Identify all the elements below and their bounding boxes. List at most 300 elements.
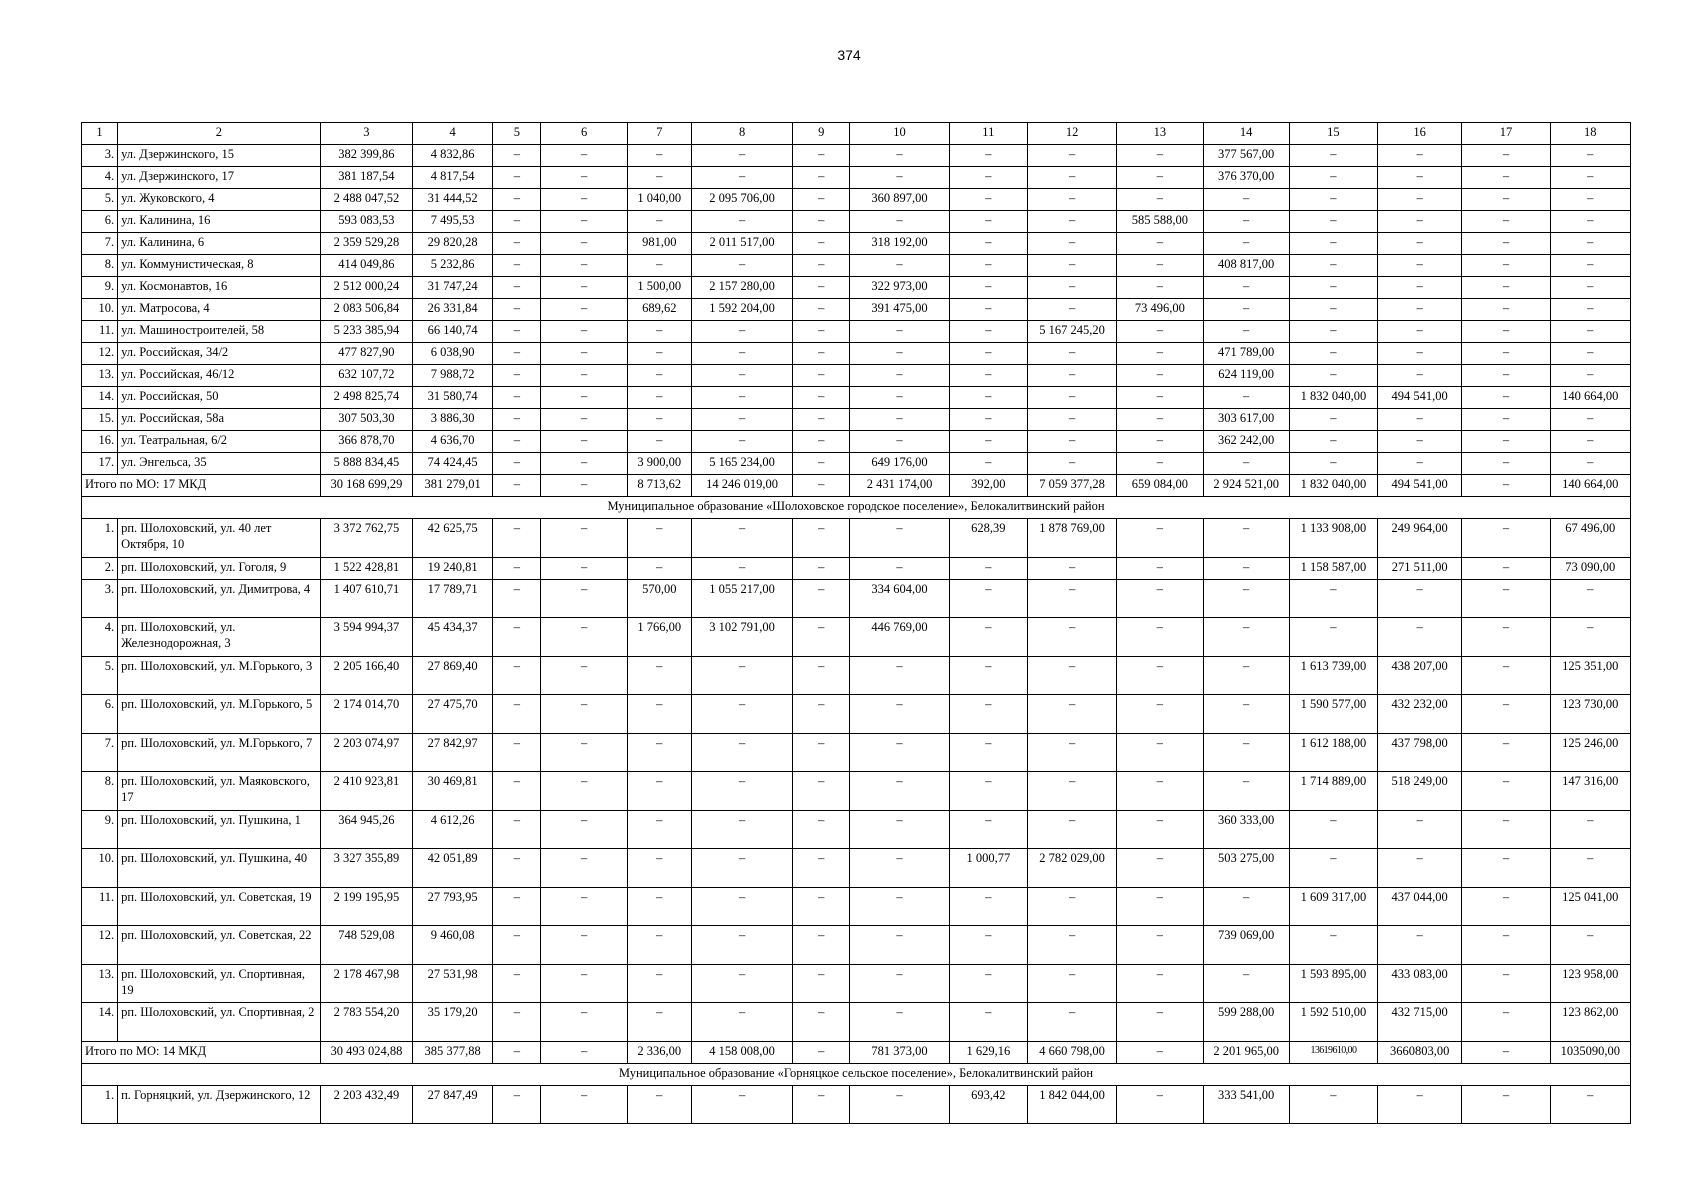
table-cell: –	[691, 255, 792, 277]
total-cell: 2 431 174,00	[850, 475, 949, 497]
address-cell: рп. Шолоховский, ул. М.Горького, 5	[118, 695, 321, 734]
table-cell: 125 351,00	[1550, 656, 1630, 695]
table-cell: 2 203 432,49	[320, 1085, 412, 1124]
table-cell: –	[1027, 557, 1116, 579]
column-header: 1	[82, 123, 118, 145]
table-cell: 1 590 577,00	[1289, 695, 1377, 734]
section-row	[82, 497, 1631, 519]
table-cell: 334 604,00	[850, 579, 949, 618]
total-label: Итого по МО: 14 МКД	[82, 1041, 321, 1063]
table-cell: –	[493, 557, 541, 579]
column-header: 18	[1550, 123, 1630, 145]
table-cell: –	[1203, 277, 1289, 299]
row-number: 7.	[82, 733, 118, 772]
table-cell: 477 827,90	[320, 343, 412, 365]
address-cell: ул. Машиностроителей, 58	[118, 321, 321, 343]
table-cell: 377 567,00	[1203, 145, 1289, 167]
table-cell: –	[1550, 299, 1630, 321]
table-cell: –	[1462, 233, 1550, 255]
table-cell: –	[691, 387, 792, 409]
table-cell: –	[493, 211, 541, 233]
address-cell: ул. Дзержинского, 15	[118, 145, 321, 167]
row-number: 5.	[82, 656, 118, 695]
table-row	[82, 409, 1631, 431]
row-number: 9.	[82, 277, 118, 299]
table-cell: –	[793, 343, 850, 365]
table-cell: 66 140,74	[413, 321, 493, 343]
table-cell: –	[493, 618, 541, 657]
table-cell: –	[627, 387, 691, 409]
table-cell: 2 174 014,70	[320, 695, 412, 734]
table-cell: –	[793, 431, 850, 453]
column-header: 9	[793, 123, 850, 145]
table-cell: 73 090,00	[1550, 557, 1630, 579]
table-cell: –	[541, 409, 627, 431]
table-cell: 2 488 047,52	[320, 189, 412, 211]
table-cell: 693,42	[949, 1085, 1027, 1124]
table-cell: –	[1462, 926, 1550, 965]
table-cell: 364 945,26	[320, 810, 412, 849]
row-number: 6.	[82, 695, 118, 734]
table-cell: –	[1117, 167, 1203, 189]
table-row	[82, 810, 1631, 849]
row-number: 4.	[82, 167, 118, 189]
table-cell: 1 592 510,00	[1289, 1003, 1377, 1042]
table-cell: –	[541, 1085, 627, 1124]
table-body	[82, 123, 1631, 1124]
table-cell: –	[627, 1003, 691, 1042]
table-cell: –	[691, 409, 792, 431]
table-cell: –	[541, 519, 627, 558]
table-cell: –	[1027, 343, 1116, 365]
table-row	[82, 387, 1631, 409]
table-cell: 29 820,28	[413, 233, 493, 255]
table-cell: –	[1462, 772, 1550, 811]
table-cell: –	[691, 772, 792, 811]
table-row	[82, 167, 1631, 189]
table-cell: –	[793, 409, 850, 431]
row-number: 11.	[82, 887, 118, 926]
table-cell: –	[793, 321, 850, 343]
table-cell: 45 434,37	[413, 618, 493, 657]
section-row	[82, 1063, 1631, 1085]
table-cell: –	[691, 1085, 792, 1124]
table-cell: –	[850, 733, 949, 772]
table-cell: 318 192,00	[850, 233, 949, 255]
table-cell: 593 083,53	[320, 211, 412, 233]
table-cell: –	[793, 772, 850, 811]
table-cell: 503 275,00	[1203, 849, 1289, 888]
table-cell: –	[493, 695, 541, 734]
table-row	[82, 849, 1631, 888]
table-cell: 649 176,00	[850, 453, 949, 475]
row-number: 2.	[82, 557, 118, 579]
table-cell: 31 580,74	[413, 387, 493, 409]
table-cell: –	[691, 365, 792, 387]
table-cell: –	[793, 211, 850, 233]
table-cell: –	[793, 656, 850, 695]
row-number: 8.	[82, 255, 118, 277]
address-cell: ул. Космонавтов, 16	[118, 277, 321, 299]
column-header: 14	[1203, 123, 1289, 145]
total-cell: –	[1462, 1041, 1550, 1063]
table-cell: –	[1462, 557, 1550, 579]
table-cell: 1 500,00	[627, 277, 691, 299]
table-cell: –	[1203, 387, 1289, 409]
column-header: 4	[413, 123, 493, 145]
table-cell: –	[949, 618, 1027, 657]
table-cell: –	[493, 1085, 541, 1124]
section-title: Муниципальное образование «Горняцкое сельское поселение», Белокалитвинский район	[82, 1063, 1631, 1085]
table-cell: –	[793, 145, 850, 167]
table-cell: –	[627, 321, 691, 343]
total-cell: –	[493, 475, 541, 497]
table-cell: –	[1117, 1003, 1203, 1042]
table-cell: –	[541, 557, 627, 579]
table-cell: 1 593 895,00	[1289, 964, 1377, 1003]
column-header: 6	[541, 123, 627, 145]
table-cell: –	[1117, 145, 1203, 167]
table-cell: –	[949, 189, 1027, 211]
table-cell: –	[1203, 579, 1289, 618]
table-cell: –	[493, 299, 541, 321]
table-cell: –	[850, 145, 949, 167]
table-cell: 1 612 188,00	[1289, 733, 1377, 772]
table-cell: 1 040,00	[627, 189, 691, 211]
address-cell: рп. Шолоховский, ул. Спортивная, 2	[118, 1003, 321, 1042]
address-cell: рп. Шолоховский, ул. Димитрова, 4	[118, 579, 321, 618]
column-header: 12	[1027, 123, 1116, 145]
table-cell: –	[1550, 233, 1630, 255]
table-cell: 689,62	[627, 299, 691, 321]
table-cell: 2 083 506,84	[320, 299, 412, 321]
row-number: 3.	[82, 579, 118, 618]
address-cell: ул. Российская, 50	[118, 387, 321, 409]
table-cell: –	[1378, 409, 1462, 431]
table-cell: –	[793, 453, 850, 475]
table-cell: –	[691, 321, 792, 343]
table-cell: –	[541, 211, 627, 233]
table-cell: –	[1203, 695, 1289, 734]
table-cell: –	[1027, 387, 1116, 409]
table-cell: –	[493, 189, 541, 211]
table-cell: –	[691, 211, 792, 233]
table-cell: –	[493, 579, 541, 618]
table-cell: 6 038,90	[413, 343, 493, 365]
page-number: 374	[837, 47, 861, 63]
row-number: 13.	[82, 964, 118, 1003]
table-cell: –	[691, 1003, 792, 1042]
address-cell: рп. Шолоховский, ул. Советская, 22	[118, 926, 321, 965]
column-header: 15	[1289, 123, 1377, 145]
table-cell: –	[1117, 579, 1203, 618]
table-cell: –	[627, 926, 691, 965]
table-cell: –	[1203, 618, 1289, 657]
row-number: 5.	[82, 189, 118, 211]
table-row	[82, 277, 1631, 299]
table-cell: –	[949, 1003, 1027, 1042]
table-cell: –	[1203, 233, 1289, 255]
total-cell: 13619610,00	[1289, 1041, 1377, 1063]
table-cell: –	[1378, 849, 1462, 888]
table-cell: –	[541, 733, 627, 772]
table-cell: 1 133 908,00	[1289, 519, 1377, 558]
table-cell: 2 512 000,24	[320, 277, 412, 299]
table-cell: –	[1378, 1085, 1462, 1124]
table-cell: 748 529,08	[320, 926, 412, 965]
table-cell: 3 327 355,89	[320, 849, 412, 888]
table-cell: –	[793, 964, 850, 1003]
table-cell: –	[1027, 926, 1116, 965]
table-cell: 471 789,00	[1203, 343, 1289, 365]
data-table	[81, 122, 1631, 1124]
table-cell: –	[1027, 453, 1116, 475]
table-cell: –	[1027, 365, 1116, 387]
total-cell: 14 246 019,00	[691, 475, 792, 497]
total-cell: –	[541, 475, 627, 497]
table-cell: 303 617,00	[1203, 409, 1289, 431]
table-cell: –	[793, 695, 850, 734]
table-cell: 123 862,00	[1550, 1003, 1630, 1042]
table-cell: –	[1462, 255, 1550, 277]
table-cell: –	[1027, 409, 1116, 431]
table-cell: –	[493, 926, 541, 965]
table-cell: –	[691, 733, 792, 772]
table-cell: 432 232,00	[1378, 695, 1462, 734]
table-cell: –	[691, 964, 792, 1003]
table-cell: –	[1550, 1085, 1630, 1124]
table-cell: 1 000,77	[949, 849, 1027, 888]
table-cell: –	[949, 277, 1027, 299]
table-cell: –	[850, 167, 949, 189]
table-cell: –	[793, 1003, 850, 1042]
table-cell: –	[541, 277, 627, 299]
total-cell: 781 373,00	[850, 1041, 949, 1063]
table-cell: 249 964,00	[1378, 519, 1462, 558]
table-cell: –	[949, 167, 1027, 189]
table-cell: –	[691, 431, 792, 453]
table-cell: –	[691, 926, 792, 965]
table-cell: –	[1378, 343, 1462, 365]
table-cell: –	[1550, 255, 1630, 277]
address-cell: рп. Шолоховский, ул. 40 лет Октября, 10	[118, 519, 321, 558]
table-cell: –	[949, 772, 1027, 811]
table-cell: 4 817,54	[413, 167, 493, 189]
row-number: 16.	[82, 431, 118, 453]
table-cell: 9 460,08	[413, 926, 493, 965]
table-cell: –	[1378, 321, 1462, 343]
address-cell: рп. Шолоховский, ул. М.Горького, 3	[118, 656, 321, 695]
address-cell: ул. Калинина, 16	[118, 211, 321, 233]
table-cell: 391 475,00	[850, 299, 949, 321]
table-cell: –	[541, 887, 627, 926]
row-number: 14.	[82, 387, 118, 409]
table-cell: –	[1462, 145, 1550, 167]
table-cell: –	[541, 618, 627, 657]
table-cell: –	[541, 167, 627, 189]
table-cell: 31 444,52	[413, 189, 493, 211]
table-row	[82, 733, 1631, 772]
table-cell: –	[1117, 343, 1203, 365]
table-cell: –	[541, 343, 627, 365]
table-cell: 739 069,00	[1203, 926, 1289, 965]
table-cell: –	[493, 233, 541, 255]
table-cell: –	[1289, 145, 1377, 167]
table-cell: –	[1378, 145, 1462, 167]
table-cell: 624 119,00	[1203, 365, 1289, 387]
table-cell: 628,39	[949, 519, 1027, 558]
table-cell: –	[1203, 557, 1289, 579]
table-cell: –	[1117, 519, 1203, 558]
table-cell: –	[949, 409, 1027, 431]
table-cell: 3 900,00	[627, 453, 691, 475]
table-cell: 1 878 769,00	[1027, 519, 1116, 558]
table-row	[82, 189, 1631, 211]
table-cell: –	[949, 343, 1027, 365]
table-cell: –	[1289, 618, 1377, 657]
table-cell: –	[1203, 772, 1289, 811]
table-cell: –	[541, 772, 627, 811]
table-cell: –	[1027, 1003, 1116, 1042]
address-cell: рп. Шолоховский, ул. Советская, 19	[118, 887, 321, 926]
table-cell: 17 789,71	[413, 579, 493, 618]
table-cell: –	[850, 695, 949, 734]
row-number: 14.	[82, 1003, 118, 1042]
row-number: 6.	[82, 211, 118, 233]
table-row	[82, 656, 1631, 695]
table-cell: 27 842,97	[413, 733, 493, 772]
table-cell: –	[1117, 810, 1203, 849]
table-cell: –	[493, 167, 541, 189]
total-row	[82, 475, 1631, 497]
table-cell: 27 793,95	[413, 887, 493, 926]
total-cell: 4 660 798,00	[1027, 1041, 1116, 1063]
table-cell: –	[1462, 387, 1550, 409]
table-cell: 2 205 166,40	[320, 656, 412, 695]
table-cell: –	[493, 255, 541, 277]
table-row	[82, 887, 1631, 926]
table-cell: –	[1027, 189, 1116, 211]
table-cell: –	[691, 849, 792, 888]
table-cell: 2 178 467,98	[320, 964, 412, 1003]
table-cell: 381 187,54	[320, 167, 412, 189]
table-cell: –	[850, 343, 949, 365]
table-cell: –	[691, 887, 792, 926]
table-cell: –	[1289, 1085, 1377, 1124]
table-cell: –	[1117, 387, 1203, 409]
table-cell: 1 766,00	[627, 618, 691, 657]
table-cell: –	[1378, 189, 1462, 211]
address-cell: рп. Шолоховский, ул. Пушкина, 1	[118, 810, 321, 849]
table-row	[82, 233, 1631, 255]
table-row	[82, 145, 1631, 167]
table-cell: –	[949, 321, 1027, 343]
table-cell: –	[793, 887, 850, 926]
table-cell: –	[850, 887, 949, 926]
table-row	[82, 453, 1631, 475]
table-cell: 438 207,00	[1378, 656, 1462, 695]
table-cell: –	[493, 321, 541, 343]
table-cell: –	[850, 431, 949, 453]
table-cell: 570,00	[627, 579, 691, 618]
total-cell: 3660803,00	[1378, 1041, 1462, 1063]
table-cell: –	[793, 926, 850, 965]
table-cell: –	[1027, 145, 1116, 167]
table-cell: 4 612,26	[413, 810, 493, 849]
table-row	[82, 1003, 1631, 1042]
table-cell: 1 613 739,00	[1289, 656, 1377, 695]
table-cell: 632 107,72	[320, 365, 412, 387]
total-cell: 494 541,00	[1378, 475, 1462, 497]
total-cell: 8 713,62	[627, 475, 691, 497]
table-cell: 1 522 428,81	[320, 557, 412, 579]
table-cell: 376 370,00	[1203, 167, 1289, 189]
table-cell: –	[1289, 453, 1377, 475]
column-header: 8	[691, 123, 792, 145]
table-cell: –	[1117, 321, 1203, 343]
table-cell: –	[1378, 618, 1462, 657]
total-cell: –	[1462, 475, 1550, 497]
table-cell: –	[1289, 579, 1377, 618]
table-cell: –	[1550, 189, 1630, 211]
table-cell: –	[1027, 733, 1116, 772]
table-cell: 26 331,84	[413, 299, 493, 321]
table-cell: –	[541, 255, 627, 277]
table-cell: –	[1117, 733, 1203, 772]
table-cell: 5 233 385,94	[320, 321, 412, 343]
table-cell: –	[493, 409, 541, 431]
table-cell: –	[850, 255, 949, 277]
total-cell: –	[493, 1041, 541, 1063]
table-cell: –	[793, 299, 850, 321]
row-number: 9.	[82, 810, 118, 849]
table-cell: –	[1289, 211, 1377, 233]
table-cell: –	[1378, 810, 1462, 849]
table-cell: –	[493, 733, 541, 772]
table-cell: –	[1550, 810, 1630, 849]
table-cell: –	[1027, 964, 1116, 1003]
column-header: 13	[1117, 123, 1203, 145]
table-cell: –	[627, 431, 691, 453]
table-cell: –	[1462, 211, 1550, 233]
table-cell: 433 083,00	[1378, 964, 1462, 1003]
table-row	[82, 695, 1631, 734]
table-row	[82, 321, 1631, 343]
table-cell: –	[1462, 618, 1550, 657]
table-cell: –	[493, 343, 541, 365]
table-cell: –	[1117, 255, 1203, 277]
address-cell: ул. Театральная, 6/2	[118, 431, 321, 453]
table-row	[82, 255, 1631, 277]
table-cell: –	[691, 695, 792, 734]
table-cell: –	[1550, 579, 1630, 618]
table-cell: 2 157 280,00	[691, 277, 792, 299]
table-cell: –	[1462, 299, 1550, 321]
table-cell: –	[949, 810, 1027, 849]
table-cell: –	[1462, 167, 1550, 189]
table-cell: –	[627, 1085, 691, 1124]
table-cell: –	[1117, 849, 1203, 888]
table-cell: –	[1462, 1003, 1550, 1042]
table-cell: 360 897,00	[850, 189, 949, 211]
table-cell: 362 242,00	[1203, 431, 1289, 453]
table-cell: –	[1027, 299, 1116, 321]
total-cell: 7 059 377,28	[1027, 475, 1116, 497]
table-cell: –	[1550, 453, 1630, 475]
table-cell: –	[850, 409, 949, 431]
table-cell: 981,00	[627, 233, 691, 255]
address-cell: ул. Российская, 58а	[118, 409, 321, 431]
